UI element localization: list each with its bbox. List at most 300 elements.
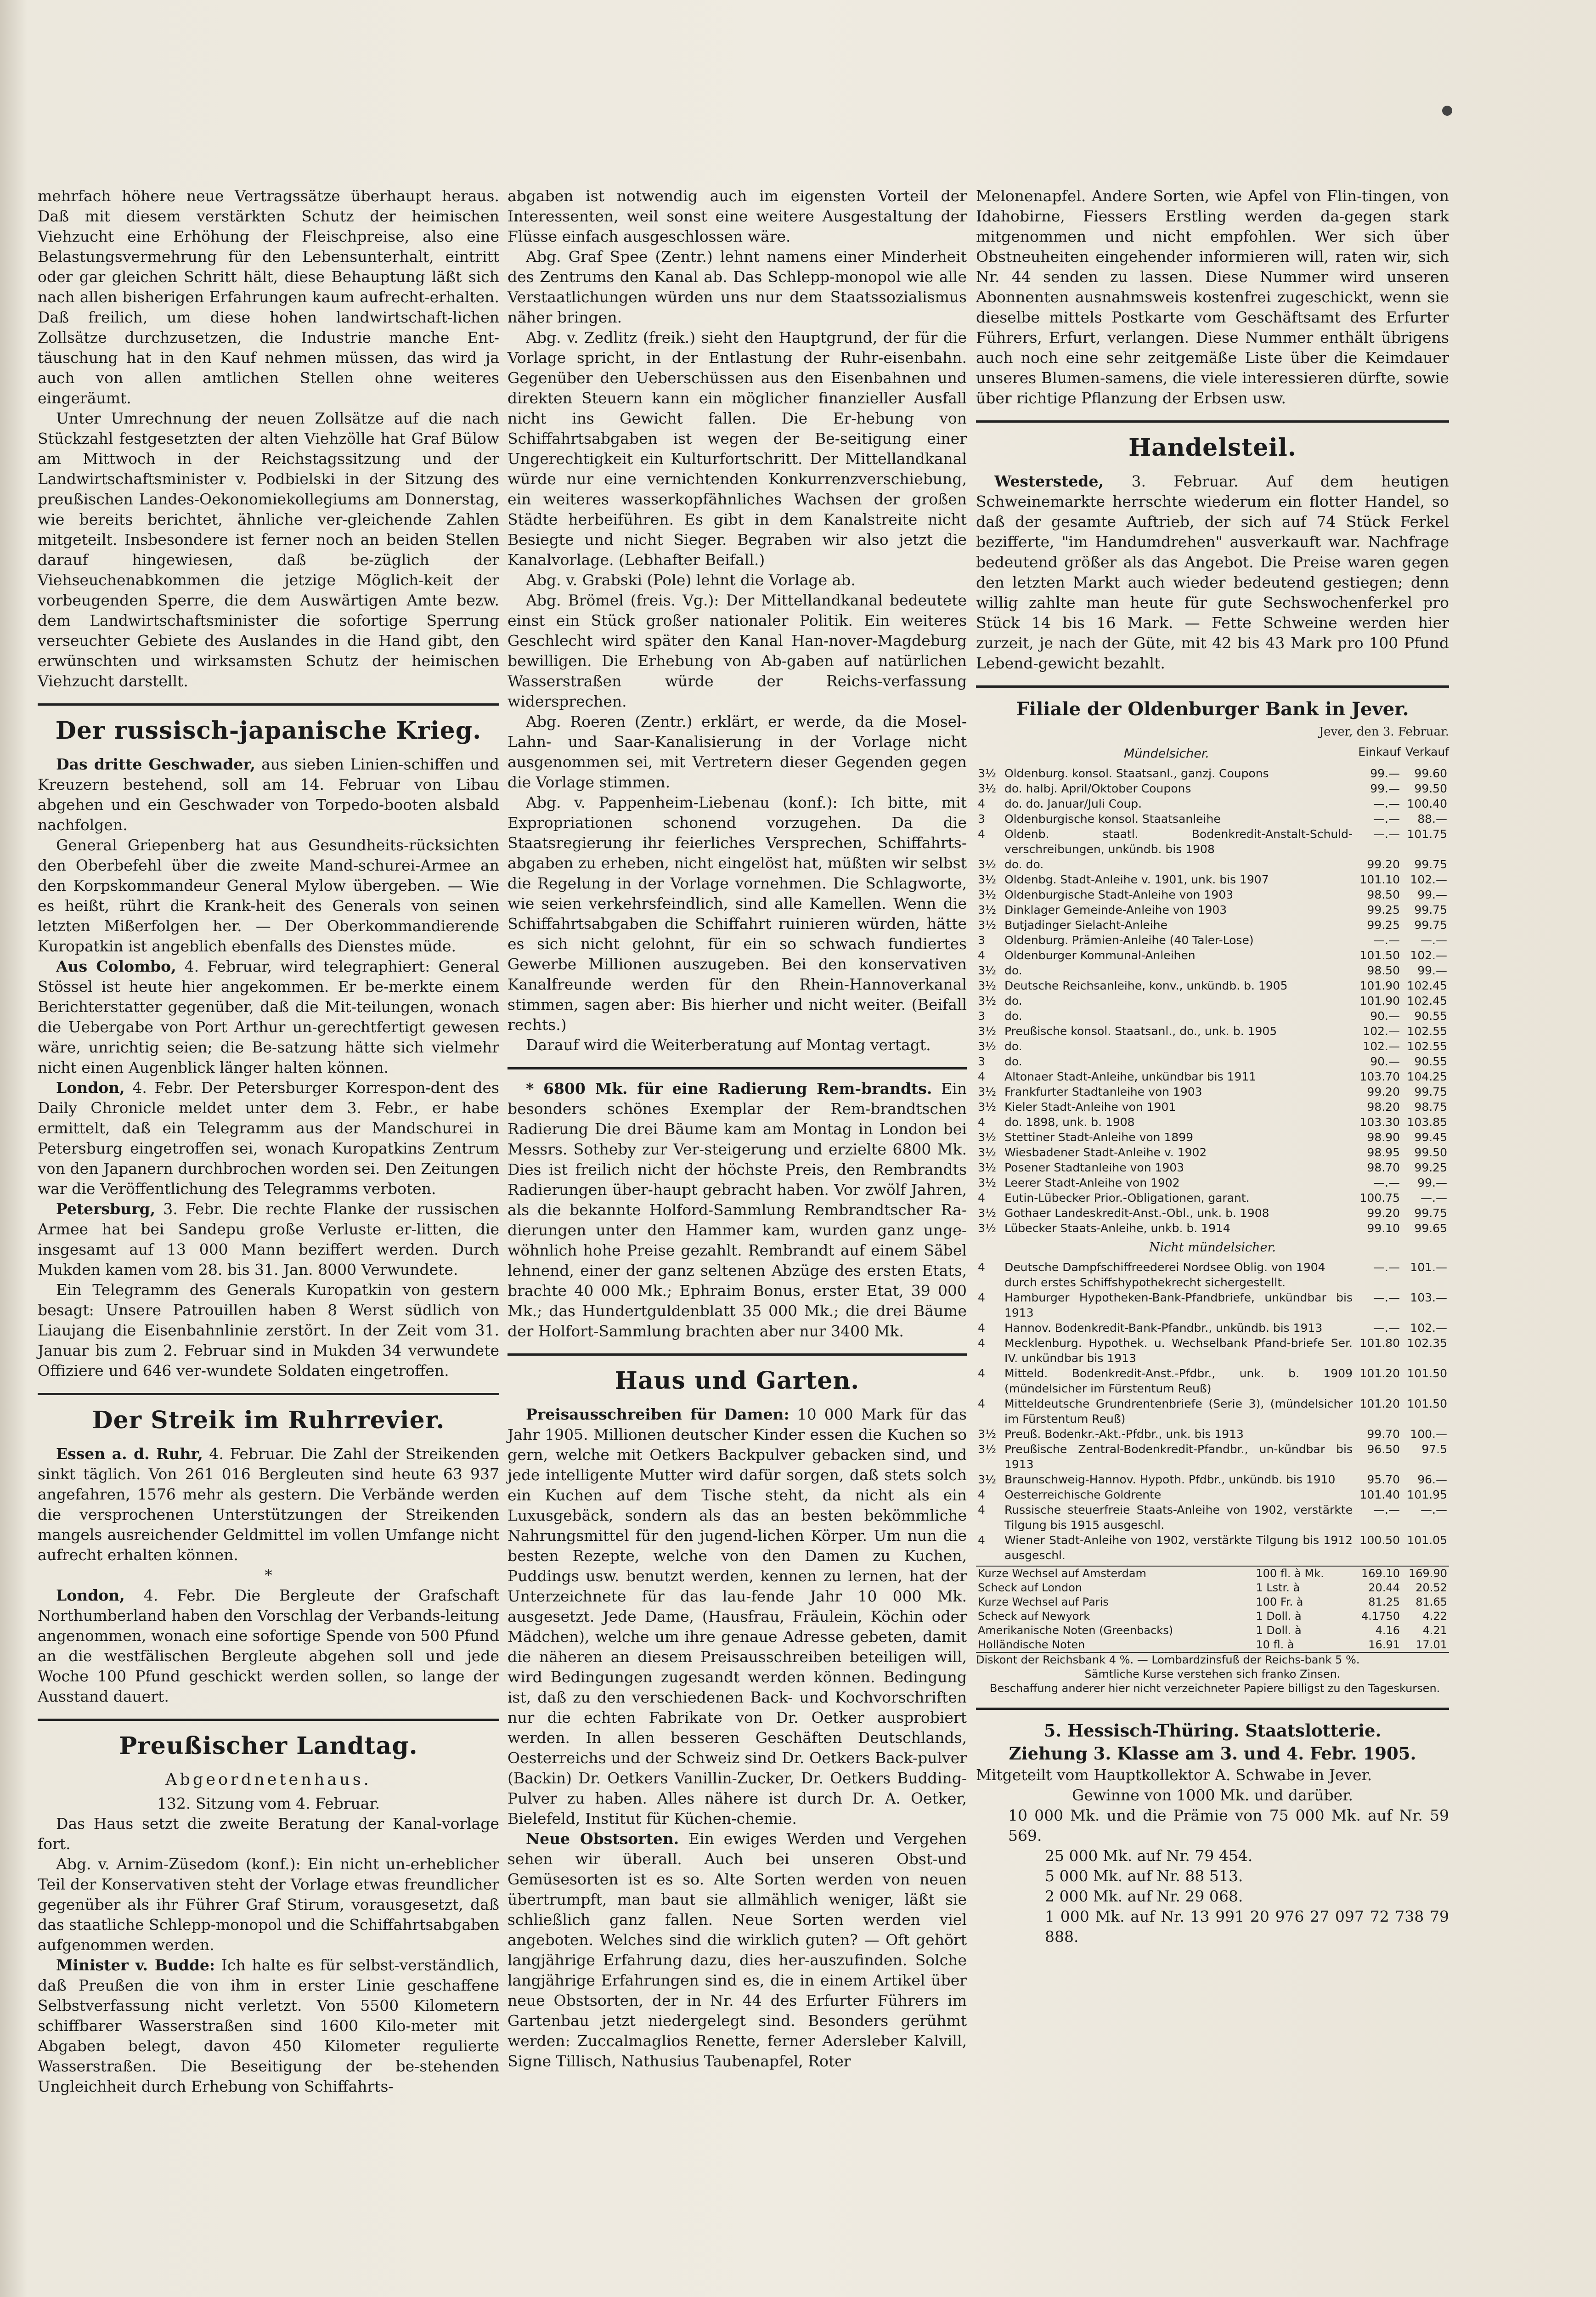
kurs-verkauf: 99.25 <box>1414 1161 1447 1174</box>
kurs-title: Deutsche Reichsanleihe, konv., unkündb. b. 1905 <box>1004 979 1288 992</box>
kurs-einkauf: 101.40 <box>1359 1488 1400 1501</box>
kurs-verkauf: 102.35 <box>1407 1336 1447 1350</box>
kurs-einkauf: 99.25 <box>1367 918 1400 932</box>
text: 4. Februar, wird telegraphiert: General Stössel ist heute hier angekommen. Er be-merkte einem Berichterstatter gegenüber, daß die Mit-teilungen, wonach die Uebergabe von Port Arthur un-gerechtfertigt gewesen wäre, unrichtig seien; die Be-satzung hätte sich vielmehr nicht einen Augenblick länger halten können. <box>38 957 499 1076</box>
kurs-rate: 3 <box>978 1055 985 1068</box>
landtag-vertagt: Darauf wird die Weiterberatung auf Montag vertagt. <box>526 1036 931 1054</box>
heading-handelsteil: Handelsteil. <box>1128 434 1297 462</box>
landtag-cont: abgaben ist notwendig auch im eigensten Vorteil der Interessenten, weil sonst eine weitere Ausgestaltung der Flüsse einfach ausgeschlossen wäre. <box>508 187 967 245</box>
kurs-row <box>976 826 1449 857</box>
kurs-verkauf: 99.65 <box>1414 1222 1447 1235</box>
kurs-table-muendelsicher <box>976 766 1449 1236</box>
wechsel-table <box>976 1566 1449 1653</box>
kurs-einkauf: —.— <box>1373 797 1400 810</box>
kurs-rate: 4 <box>978 1503 985 1516</box>
kurs-title: do. <box>1004 964 1022 977</box>
kurs-rate: 3½ <box>978 979 997 992</box>
kurs-verkauf: 99.50 <box>1414 782 1447 795</box>
lead: London, <box>56 1586 125 1604</box>
kurs-rate: 3½ <box>978 964 997 977</box>
kurs-row <box>976 1275 1449 1290</box>
wechsel-title: Kurze Wechsel auf Amsterdam <box>978 1567 1146 1580</box>
kurs-rate: 4 <box>978 1115 985 1129</box>
kurs-rate: 3½ <box>978 1222 997 1235</box>
kurs-verkauf: 101.05 <box>1407 1533 1447 1547</box>
lotterie-ziehung: Ziehung 3. Klasse am 3. und 4. Febr. 1905. <box>1009 1743 1416 1764</box>
kurs-rate: 3½ <box>978 1443 997 1456</box>
kurs-row <box>976 1487 1449 1502</box>
divider <box>38 1719 499 1721</box>
kurs-title: do. <box>1004 1009 1022 1023</box>
kurs-verkauf: 102.55 <box>1407 1024 1447 1038</box>
kurs-rate: 4 <box>978 1336 985 1350</box>
kurs-einkauf: 99.— <box>1370 767 1400 780</box>
lotterie-item: 10 000 Mk. und die Prämie von 75 000 Mk. auf Nr. 59 569. <box>1008 1806 1449 1844</box>
kurs-verkauf: 102.45 <box>1407 994 1447 1007</box>
kurs-einkauf: 98.70 <box>1367 1161 1400 1174</box>
kurs-einkauf: —.— <box>1373 1176 1400 1189</box>
wechsel-verkauf: 4.21 <box>1422 1624 1447 1637</box>
kurs-title: Oldenburgische Stadt-Anleihe von 1903 <box>1004 888 1234 901</box>
kurs-einkauf: —.— <box>1373 1503 1400 1516</box>
wechsel-row <box>976 1638 1449 1652</box>
lead: Das dritte Geschwader, <box>56 755 255 773</box>
krieg-telegramm: Ein Telegramm des Generals Kuropatkin von gestern besagt: Unsere Patrouillen haben 8 Werst südlich von Liaujang die Eisenbahnlinie zerstört. In der Zeit vom 31. Januar bis zum 2. Februar sind in Mukden 34 verwundete Offiziere und 646 ver-wundete Soldaten eingetroffen. <box>38 1281 499 1380</box>
lotterie-block <box>976 1719 1449 1947</box>
kurs-einkauf: 99.20 <box>1367 858 1400 871</box>
kurs-title: Preuß. Bodenkr.-Akt.-Pfdbr., unk. bis 1913 <box>1004 1427 1244 1441</box>
wechsel-einkauf: 4.1750 <box>1361 1610 1400 1623</box>
kurs-row <box>976 917 1449 933</box>
lead: Aus Colombo, <box>56 957 176 975</box>
divider <box>976 420 1449 423</box>
kurs-title: Oldenburg. Prämien-Anleihe (40 Taler-Lose) <box>1004 934 1254 947</box>
kurs-einkauf: 98.50 <box>1367 888 1400 901</box>
wechsel-row <box>976 1566 1449 1581</box>
kurs-rate: 3½ <box>978 1024 997 1038</box>
kurs-row <box>976 887 1449 902</box>
kurs-title: Mitteld. Bodenkredit-Anst.-Pfdbr., unk. b. 1909 (mündelsicher im Fürstentum Reuß) <box>1004 1367 1353 1395</box>
kurs-einkauf: 101.80 <box>1359 1336 1400 1350</box>
kurs-title: Posener Stadtanleihe von 1903 <box>1004 1161 1184 1174</box>
paragraph-zoll-umrechnung: Unter Umrechnung der neuen Zollsätze auf die nach Stückzahl festgesetzten der alten Viehzölle hat Graf Bülow am Mittwoch in der Reichstagssitzung und der Landwirtschaftsminister v. Podbielski in der Sitzung des preußischen Landes-Oekonomiekollegiums am Donnerstag, wie bereits berichtet, ähnliche ver-gleichende Zahlen mitgeteilt. Insbesondere ist ferner noch an beiden Stellen darauf hingewiesen, daß be-züglich der Viehseuchenabkommen die jetzige Möglich-keit der vorbeugenden Sperre, die dem Auswärtigen Amte bezw. dem Landwirtschaftsminister die sofortige Sperrung verseuchter Gebiete des Auslandes in die Hand gibt, den erwünschten und wirksamsten Schutz der heimischen Viehzucht darstellt. <box>38 409 499 690</box>
divider <box>976 685 1449 688</box>
kurs-row <box>976 796 1449 811</box>
kurs-verkauf: 102.— <box>1410 1321 1447 1335</box>
kurs-verkauf: 101.75 <box>1407 827 1447 841</box>
lotterie-item: 25 000 Mk. auf Nr. 79 454. <box>1045 1847 1253 1865</box>
kurs-title: Kieler Stadt-Anleihe von 1901 <box>1004 1100 1176 1114</box>
wechsel-verkauf: 17.01 <box>1416 1638 1447 1651</box>
kurs-row <box>976 766 1449 781</box>
lead: Preisausschreiben für Damen: <box>526 1405 790 1423</box>
text: 4. Febr. Die Bergleute der Grafschaft Northumberland haben den Vorschlag der Verbands-leitung angenommen, wonach eine sofortige Spende von 500 Pfund an die westfälischen Bergleute abgehen soll und jede Woche 100 Pfund geschickt werden sollen, so lange der Ausstand dauert. <box>38 1586 499 1705</box>
wechsel-row <box>976 1581 1449 1595</box>
wechsel-title: Kurze Wechsel auf Paris <box>978 1595 1109 1608</box>
kurs-row <box>976 1205 1449 1221</box>
wechsel-title: Scheck auf London <box>978 1581 1083 1594</box>
streik-essen <box>38 1444 499 1565</box>
kurs-rate: 4 <box>978 1488 985 1501</box>
kurs-rate: 3½ <box>978 1085 997 1098</box>
wechsel-unit: 1 Doll. à <box>1256 1624 1302 1637</box>
kurs-title: Oldenburger Kommunal-Anleihen <box>1004 949 1196 962</box>
kurs-row <box>976 857 1449 872</box>
preisausschreiben <box>508 1404 967 1829</box>
section-nicht-muendelsicher: Nicht mündelsicher. <box>1149 1240 1276 1255</box>
kurs-rate: 3½ <box>978 1176 997 1189</box>
kurs-einkauf: 101.20 <box>1359 1367 1400 1380</box>
kurs-verkauf: 99.— <box>1417 964 1447 977</box>
kurs-title: Oldenb. staatl. Bodenkredit-Anstalt-Schuld-verschreibungen, unkündb. bis 1908 <box>1004 827 1353 856</box>
kurs-rate: 3½ <box>978 767 997 780</box>
kurs-verkauf: 99.75 <box>1414 918 1447 932</box>
kurs-row <box>976 1190 1449 1205</box>
kurs-verkauf: 102.45 <box>1407 979 1447 992</box>
lead: Essen a. d. Ruhr, <box>56 1445 203 1463</box>
kurs-rate: 4 <box>978 1261 985 1274</box>
kurs-rate <box>976 1275 1003 1290</box>
kurs-title: do. 1898, unk. b. 1908 <box>1004 1115 1135 1129</box>
kurs-note: Sämtliche Kurse verstehen sich franko Zinsen. <box>1084 1668 1341 1680</box>
lead: * 6800 Mk. für eine Radierung Rem-brandts. <box>526 1080 932 1098</box>
krieg-griepenberg: General Griepenberg hat aus Gesundheits-rücksichten den Oberbefehl über die zweite Mand-schurei-Armee an den Korpskommandeur General Mylow übergeben. — Wie es heißt, rührt die Krank-heit des Generals von seinen letzten Mißerfolgen her. — Der Oberkommandierende Kuropatkin ist angeblich ebenfalls des Dienstes müde. <box>38 836 499 955</box>
kurs-header <box>976 742 1449 766</box>
kurs-rate: 3½ <box>978 918 997 932</box>
kurs-row <box>976 1320 1449 1335</box>
kurs-row <box>976 1426 1449 1442</box>
wechsel-unit: 10 fl. à <box>1256 1638 1294 1651</box>
kurs-einkauf: 99.20 <box>1367 1206 1400 1220</box>
kurs-einkauf: 101.10 <box>1359 873 1400 886</box>
obstsorten <box>508 1829 967 2071</box>
kurs-row <box>976 1115 1449 1130</box>
kurs-verkauf: 90.55 <box>1414 1009 1447 1023</box>
kurs-verkauf: 99.45 <box>1414 1131 1447 1144</box>
wechsel-unit: 1 Doll. à <box>1256 1610 1302 1623</box>
kurs-rate: 3½ <box>978 903 997 917</box>
kurs-row <box>976 1024 1449 1039</box>
kurs-title: Oldenburg. konsol. Staatsanl., ganzj. Coupons <box>1004 767 1269 780</box>
text: 3. Febr. Die rechte Flanke der russischen Armee hat bei Sandepu große Verluste er-litten, die insgesamt auf 13 000 Mann beziffert werden. Durch Mukden kamen vom 28. bis 31. Jan. 8000 Verwundete. <box>38 1200 499 1279</box>
kurs-title: do. do. <box>1004 858 1044 871</box>
lead: Petersburg, <box>56 1200 156 1218</box>
kurs-row <box>976 963 1449 978</box>
kurs-row <box>976 902 1449 917</box>
wechsel-einkauf: 81.25 <box>1368 1595 1400 1608</box>
kurs-rate: 3½ <box>978 1427 997 1441</box>
kurs-verkauf: 98.75 <box>1414 1100 1447 1114</box>
diskont: Diskont der Reichsbank 4 %. — Lombardzinsfuß der Reichs-bank 5 %. <box>976 1653 1360 1666</box>
kurs-einkauf: 99.10 <box>1367 1222 1400 1235</box>
kurs-verkauf: 99.75 <box>1414 903 1447 917</box>
kurs-rate: 3½ <box>978 1100 997 1114</box>
wechsel-verkauf: 4.22 <box>1422 1610 1447 1623</box>
kurs-title: Stettiner Stadt-Anleihe von 1899 <box>1004 1131 1194 1144</box>
landtag-zedlitz: Abg. v. Zedlitz (freik.) sieht den Hauptgrund, der für die Vorlage spricht, in der Entlastung der Ruhr-eisenbahn. Gegenüber den Ueberschüssen aus den Eisenbahnen und direkten Steuern kann ein möglicher finanzieller Ausfall nicht ins Gewicht fallen. Die Er-hebung von Schiffahrtsabgaben ist wegen der Be-seitigung einer Ungerechtigkeit ein Kulturfortschritt. Der Mittellandkanal würde nur eine vernichtenden Konkurrenzverschiebung, ein weiteres wasserkopfähnliches Wachsen der großen Städte herbeiführen. Es gibt in dem Kanalstreite nicht Besiegte und nicht Sieger. Begraben wir also jetzt die Kanalvorlage. (Lebhafter Beifall.) <box>508 328 967 569</box>
kurs-row <box>976 1130 1449 1145</box>
lotterie-gewinne: Gewinne von 1000 Mk. und darüber. <box>1072 1786 1353 1804</box>
kurs-einkauf: 96.50 <box>1367 1443 1400 1456</box>
text: Ein ewiges Werden und Vergehen sehen wir überall. Auch bei unseren Obst-und Gemüsesorten ist es so. Alte Sorten werden von neuen übertrumpft, man baut sie allmählich weniger, läßt sie schließlich ganz fallen. Neue Sorten werden viel angeboten. Welches sind die wirklich guten? — Oft gehört langjährige Erfahrung dazu, dies her-auszufinden. Solche langjährige Erfahrungen sind es, die in einem Artikel über neue Obstsorten, der in Nr. 44 des Erfurter Führers im Gartenbau jetzt niedergelegt sind. Besonders gerühmt werden: Zuccalmaglios Renette, ferner Adersleber Kalvill, Signe Tillisch, Nathusius Taubenapfel, Roter <box>508 1830 967 2070</box>
text: 4. Februar. Die Zahl der Streikenden sinkt täglich. Von 261 016 Bergleuten sind heute 63 937 angefahren, 1576 mehr als gestern. Die Verbände werden die versprochenen Unterstützungen der Streikenden mangels ausreichender Geldmittel im vollen Umfange nicht aufrecht erhalten können. <box>38 1445 499 1564</box>
wechsel-verkauf: 81.65 <box>1416 1595 1447 1608</box>
column-2 <box>508 186 967 2071</box>
kurs-title: Dinklager Gemeinde-Anleihe von 1903 <box>1004 903 1227 917</box>
kurs-einkauf: 98.50 <box>1367 964 1400 977</box>
lotterie-title: 5. Hessisch-Thüring. Staatslotterie. <box>1043 1720 1382 1741</box>
kurs-row <box>976 1069 1449 1084</box>
kurs-title: do. do. Januar/Juli Coup. <box>1004 797 1142 810</box>
kurs-row <box>976 1008 1449 1024</box>
kurs-einkauf: 100.75 <box>1359 1191 1400 1205</box>
kurs-rate: 3½ <box>978 1040 997 1053</box>
kurs-verkauf: 99.60 <box>1414 767 1447 780</box>
rembrandt-article <box>508 1079 967 1341</box>
kurs-einkauf: 98.90 <box>1367 1131 1400 1144</box>
kurs-row <box>976 1533 1449 1563</box>
kurs-einkauf: —.— <box>1373 1261 1400 1274</box>
kurs-title: Butjadinger Sielacht-Anleihe <box>1004 918 1167 932</box>
divider <box>508 1353 967 1356</box>
kurs-row <box>976 978 1449 993</box>
kurs-title: Lübecker Staats-Anleihe, unkb. b. 1914 <box>1004 1222 1230 1235</box>
kurs-verkauf: 102.55 <box>1407 1040 1447 1053</box>
kurs-verkauf: 100.40 <box>1407 797 1447 810</box>
wechsel-row <box>976 1595 1449 1609</box>
divider <box>38 1393 499 1395</box>
krieg-geschwader <box>38 754 499 835</box>
kurs-verkauf: 96.— <box>1417 1473 1447 1486</box>
wechsel-row <box>976 1609 1449 1624</box>
kurs-einkauf: —.— <box>1373 827 1400 841</box>
kurs-row <box>976 872 1449 887</box>
kurs-verkauf: 103.85 <box>1407 1115 1447 1129</box>
divider <box>508 1067 967 1069</box>
lotterie-item: 1 000 Mk. auf Nr. 13 991 20 976 27 097 72 738 79 888. <box>1045 1907 1449 1946</box>
kurs-row <box>976 948 1449 963</box>
kurs-rate: 3½ <box>978 1146 997 1159</box>
kurs-row <box>976 1290 1449 1320</box>
kurs-table-nicht-muendelsicher <box>976 1260 1449 1563</box>
divider <box>38 703 499 706</box>
kurs-verkauf: 103.— <box>1410 1291 1447 1304</box>
kurs-row <box>976 1366 1449 1396</box>
kurs-rate: 3½ <box>978 873 997 886</box>
kurs-row <box>976 1099 1449 1115</box>
krieg-london <box>38 1078 499 1199</box>
landtag-roeren: Abg. Roeren (Zentr.) erklärt, er werde, da die Mosel-Lahn- und Saar-Kanalisierung in der Vorlage nicht ausgenommen sei, mit Vertretern dieser Gegenden gegen die Vorlage stimmen. <box>508 713 967 791</box>
kurs-title: Hamburger Hypotheken-Bank-Pfandbriefe, unkündbar bis 1913 <box>1004 1291 1353 1319</box>
kurs-rate: 3½ <box>978 1206 997 1220</box>
kurs-einkauf: —.— <box>1373 1291 1400 1304</box>
landtag-p2: Abg. v. Arnim-Züsedom (konf.): Ein nicht un-erheblicher Teil der Konservativen steht der Vorlage etwas freundlicher gegenüber als ihr Führer Graf Stirum, vorausgesetzt, daß das staatliche Schlepp-monopol und die Schiffahrtsabgaben aufgenommen werden. <box>38 1855 499 1954</box>
kurs-rate: 3 <box>978 934 985 947</box>
kurs-einkauf: 99.— <box>1370 782 1400 795</box>
wechsel-einkauf: 16.91 <box>1368 1638 1400 1651</box>
lead: London, <box>56 1079 125 1097</box>
kurs-einkauf: 98.20 <box>1367 1100 1400 1114</box>
kurs-title: Russische steuerfreie Staats-Anleihe von 1902, verstärkte Tilgung bis 1915 ausgeschl. <box>1004 1503 1353 1532</box>
kurs-title: Altonaer Stadt-Anleihe, unkündbar bis 1911 <box>1004 1070 1257 1083</box>
header-einkauf: Einkauf <box>1358 745 1401 758</box>
kurs-title: Braunschweig-Hannov. Hypoth. Pfdbr., unkündb. bis 1910 <box>1004 1473 1336 1486</box>
kurs-verkauf: 99.75 <box>1414 1085 1447 1098</box>
text: aus sieben Linien-schiffen und Kreuzern bestehend, soll am 14. Februar von Libau abgehen und ein Geschwader von Torpedo-booten alsbald nachfolgen. <box>38 755 499 834</box>
kurs-einkauf: 100.50 <box>1359 1533 1400 1547</box>
text: 3. Februar. Auf dem heutigen Schweinemarkte herrschte wiederum ein flotter Handel, so daß der gesamte Auftrieb, der sich auf 74 Stück Ferkel bezifferte, "im Handumdrehen" ausverkauft war. Nachfrage bedeutend größer als das Angebot. Die Preise waren gegen den letzten Markt auch wieder bedeutend gestiegen; denn willig zahlte man heute für gute Sechswochenferkel pro Stück 14 bis 16 Mark. — Fette Schweine werden hier zurzeit, je nach der Güte, mit 42 bis 43 Mark pro 100 Pfund Lebend-gewicht bezahlt. <box>976 472 1449 672</box>
wechsel-unit: 100 Fr. à <box>1256 1595 1303 1608</box>
kurs-title: Leerer Stadt-Anleihe von 1902 <box>1004 1176 1180 1189</box>
kurs-rate: 4 <box>978 1070 985 1083</box>
kurs-einkauf: 95.70 <box>1367 1473 1400 1486</box>
asterisk-separator: * <box>265 1566 272 1584</box>
kurs-rate: 4 <box>978 1533 985 1547</box>
kurs-verkauf: 99.— <box>1417 1176 1447 1189</box>
wechsel-unit: 100 fl. à Mk. <box>1256 1567 1324 1580</box>
heading-haus-garten: Haus und Garten. <box>615 1367 860 1395</box>
kurs-verkauf: 99.75 <box>1414 858 1447 871</box>
wechsel-einkauf: 20.44 <box>1368 1581 1400 1594</box>
kurs-rate: 4 <box>978 949 985 962</box>
lotterie-mitgeteilt: Mitgeteilt vom Hauptkollektor A. Schwabe in Jever. <box>976 1766 1372 1784</box>
lotterie-item: 2 000 Mk. auf Nr. 29 068. <box>1045 1887 1243 1905</box>
kurs-verkauf: 101.— <box>1410 1261 1447 1274</box>
kurs-verkauf: 101.95 <box>1407 1488 1447 1501</box>
kurs-title: Mecklenburg. Hypothek. u. Wechselbank Pfand-briefe Ser. IV. unkündbar bis 1913 <box>1004 1336 1353 1365</box>
streik-london <box>38 1585 499 1707</box>
kurs-einkauf: 98.95 <box>1367 1146 1400 1159</box>
kurs-row <box>976 1039 1449 1054</box>
kurs-title: do. <box>1004 1040 1022 1053</box>
kurs-einkauf: 90.— <box>1370 1055 1400 1068</box>
kurs-rate: 4 <box>978 797 985 810</box>
westerstede-markt <box>976 471 1449 673</box>
kurs-title: Preußische Zentral-Bodenkredit-Pfandbr., un-kündbar bis 1913 <box>1004 1443 1353 1471</box>
subheading-abgeordnetenhaus: Abgeordnetenhaus. <box>165 1771 372 1789</box>
kurs-rate: 3½ <box>978 1161 997 1174</box>
landtag-pappenheim: Abg. v. Pappenheim-Liebenau (konf.): Ich bitte, mit Expropriationen schonend vorzugehen. Da die Staatsregierung ihr feierliches Versprechen, Schiffahrts-abgaben zu erheben, nicht eingelöst hat, müßten wir selbst die Regelung in der Vorlage vornehmen. Die Schlagworte, wie seien verkehrsfeindlich, sind alle Kamellen. Wenn die Schiffahrtsabgaben die Schiffahrt ruinieren würden, hätte es sich nicht gelohnt, für ein so schwach fundiertes Gewerbe Millionen auszugeben. Bei den konservativen Kanalfreunde werden für den Rhein-Hannoverkanal stimmen, sagen aber: Bis hierher und nicht weiter. (Beifall rechts.) <box>508 793 967 1034</box>
kurs-title: do. <box>1004 1055 1022 1068</box>
kurs-rate: 4 <box>978 1367 985 1380</box>
kurs-row <box>976 1442 1449 1472</box>
kurs-rate: 3½ <box>978 858 997 871</box>
column-3 <box>976 186 1449 1947</box>
kurs-verkauf: 88.— <box>1417 812 1447 826</box>
kurs-verkauf: 102.— <box>1410 949 1447 962</box>
wechsel-verkauf: 169.90 <box>1409 1567 1447 1580</box>
krieg-petersburg <box>38 1199 499 1280</box>
landtag-broemel: Abg. Brömel (freis. Vg.): Der Mittellandkanal bedeutete einst ein Stück großer nationaler Politik. Ein weiteres Geschlecht wird später den Kanal Han-nover-Magdeburg bewilligen. Die Erhebung von Ab-gaben auf natürlichen Wasserstraßen würde der Reichs-verfassung widersprechen. <box>508 591 967 710</box>
header-verkauf: Verkauf <box>1405 745 1449 758</box>
landtag-grabski: Abg. v. Grabski (Pole) lehnt die Vorlage ab. <box>526 571 856 589</box>
kurs-title: Preußische konsol. Staatsanl., do., unk. b. 1905 <box>1004 1024 1277 1038</box>
kurs-rate: 3 <box>978 812 985 826</box>
lead: Neue Obstsorten. <box>526 1830 679 1848</box>
kurs-title: do. halbj. April/Oktober Coupons <box>1004 782 1191 795</box>
kurs-title: Gothaer Landeskredit-Anst.-Obl., unk. b. 1908 <box>1004 1206 1269 1220</box>
kurs-einkauf <box>1354 1275 1402 1290</box>
kurs-title: do. <box>1004 994 1022 1007</box>
divider <box>976 1708 1449 1710</box>
kurs-einkauf: 102.— <box>1363 1040 1400 1053</box>
kurs-einkauf: 99.70 <box>1367 1427 1400 1441</box>
kurs-title: Wiener Stadt-Anleihe von 1902, verstärkte Tilgung bis 1912 ausgeschl. <box>1004 1533 1353 1562</box>
kurs-rate: 3½ <box>978 1473 997 1486</box>
kurs-verkauf: 104.25 <box>1407 1070 1447 1083</box>
text: Ein besonders schönes Exemplar der Rem-brandtschen Radierung Die drei Bäume kam am Montag in London bei Messrs. Sotheby zur Ver-steigerung und erzielte 6800 Mk. Dies ist freilich nicht der höchste Preis, den Rembrandts Radierungen über-haupt gebracht haben. Vor zwölf Jahren, als die bekannte Holford-Sammlung Rembrandtscher Ra-dierungen unter den Hammer kam, wurden ganz unge-wöhnlich hohe Preise gezahlt. Rembrandt auf einem Säbel lehnend, einer der ganz seltenen Abzüge des ersten Etats, brachte 40 000 Mk.; Ephraim Bonus, erster Etat, 39 000 Mk.; das Hundertguldenblatt 35 000 Mk.; die drei Bäume der Holfort-Sammlung brachten aber nur 3400 Mk. <box>508 1080 967 1340</box>
kurs-verkauf: 90.55 <box>1414 1055 1447 1068</box>
landtag-budde <box>38 1955 499 2097</box>
kurs-row <box>976 811 1449 826</box>
text: 10 000 Mark für das Jahr 1905. Millionen deutscher Kinder essen die Kuchen so gern, welche mit Oetkers Backpulver gebacken sind, und jede intelligente Mutter wird dafür sorgen, daß stets solch ein Kuchen auf dem Tische steht, da nicht als ein Luxusgebäck, sondern als das an besten bekömmliche Nahrungsmittel für den jugend-lichen Körper. Um nun die besten Rezepte, welche von den Damen zu Kuchen, Puddings usw. benutzt werden, kennen zu lernen, hat der Unterzeichnete für das lau-fende Jahr 10 000 Mk. ausgesetzt. Jede Dame, (Hausfrau, Fräulein, Köchin oder Mädchen), welche um ihre genaue Adresse gebeten, damit die näheren an diesem Preisausschreiben beteiligen will, wird Bedingungen zugesandt werden können. Bedingung ist, daß zu den verschiedenen Back- und Kochvorschriften nur die echten Fabrikate von Dr. Oetker ausprobiert werden. In allen besseren Geschäften Deutschlands, Oesterreichs und der Schweiz sind Dr. Oetkers Back-pulver (Backin) Dr. Oetkers Vanillin-Zucker, Dr. Oetkers Budding-Pulver zu haben. Alles nähere ist durch Dr. A. Oetker, Bielefeld, Institut für Küchen-chemie. <box>508 1405 967 1827</box>
kurs-row <box>976 781 1449 796</box>
kurs-row <box>976 933 1449 948</box>
kurs-row <box>976 1175 1449 1190</box>
kurs-verkauf: 100.— <box>1410 1427 1447 1441</box>
kurs-title: Deutsche Dampfschiffreederei Nordsee Oblig. von 1904 <box>1004 1261 1325 1274</box>
kurs-einkauf: 103.30 <box>1359 1115 1400 1129</box>
kurs-row <box>976 993 1449 1008</box>
kurs-row <box>976 1396 1449 1426</box>
wechsel-title: Scheck auf Newyork <box>978 1610 1090 1623</box>
kurs-title: Oldenbg. Stadt-Anleihe v. 1901, unk. bis 1907 <box>1004 873 1269 886</box>
kurs-title: Eutin-Lübecker Prior.-Obligationen, garant. <box>1004 1191 1250 1205</box>
kurs-einkauf: 103.70 <box>1359 1070 1400 1083</box>
kurs-row <box>976 1472 1449 1487</box>
lead: Minister v. Budde: <box>56 1956 215 1974</box>
kurs-verkauf: —.— <box>1421 934 1447 947</box>
kurs-rate: 4 <box>978 1397 985 1410</box>
obstsorten-cont: Melonenapfel. Andere Sorten, wie Apfel von Flin-tingen, von Idahobirne, Fiessers Erstling werden da-gegen stark mitgenommen und nicht empfohlen. Wer sich über Obstneuheiten eingehender informieren will, raten wir, sich Nr. 44 senden zu lassen. Diese Nummer wird unseren Abonnenten ausnahmsweis kostenfrei zugeschickt, wenn sie dieselbe mittels Postkarte vom Geschäftsamt des Erfurter Führers, Erfurt, verlangen. Diese Nummer enthält übrigens auch noch eine sehr zeitgemäße Liste über die Keimdauer unseres Blumen-samens, die viele interessieren dürfte, sowie über richtige Pflanzung der Erbsen usw. <box>976 187 1449 407</box>
kurs-rate: 3½ <box>978 888 997 901</box>
wechsel-title: Amerikanische Noten (Greenbacks) <box>978 1624 1173 1637</box>
kurs-row <box>976 1145 1449 1160</box>
kurs-title: Frankfurter Stadtanleihe von 1903 <box>1004 1085 1202 1098</box>
bank-date: Jever, den 3. Februar. <box>1319 725 1449 739</box>
kurs-title: Hannov. Bodenkredit-Bank-Pfandbr., unkündb. bis 1913 <box>1004 1321 1323 1335</box>
krieg-colombo <box>38 956 499 1078</box>
kurs-rate: 4 <box>978 1291 985 1304</box>
lotterie-item: 5 000 Mk. auf Nr. 88 513. <box>1045 1867 1243 1885</box>
wechsel-einkauf: 169.10 <box>1361 1567 1400 1580</box>
kurs-rate: 3½ <box>978 1131 997 1144</box>
kurs-rate: 4 <box>978 1191 985 1205</box>
kurs-verkauf: —.— <box>1421 1503 1447 1516</box>
wechsel-row <box>976 1624 1449 1638</box>
kurs-einkauf: 101.90 <box>1359 994 1400 1007</box>
kurs-row <box>976 1084 1449 1099</box>
kurs-row <box>976 1260 1449 1275</box>
heading-streik: Der Streik im Ruhrrevier. <box>92 1406 445 1434</box>
kurs-row <box>976 1054 1449 1069</box>
lead: Westerstede, <box>994 472 1104 490</box>
kurs-einkauf: —.— <box>1373 812 1400 826</box>
kurs-verkauf: 99.50 <box>1414 1146 1447 1159</box>
kurs-rate: 3½ <box>978 782 997 795</box>
kurs-title: durch erstes Schiffshypothekrecht sichergestellt. <box>1004 1276 1286 1289</box>
kurs-row <box>976 1221 1449 1236</box>
heading-landtag: Preußischer Landtag. <box>119 1732 418 1760</box>
kurs-einkauf: 101.20 <box>1359 1397 1400 1410</box>
kurs-title: Oldenburgische konsol. Staatsanleihe <box>1004 812 1221 826</box>
kurs-row <box>976 1502 1449 1533</box>
kurs-rate: 3½ <box>978 994 997 1007</box>
paragraph-zoll-intro: mehrfach höhere neue Vertragssätze überhaupt heraus. Daß mit diesem verstärkten Schutz der heimischen Viehzucht eine Erhöhung der Fleischpreise, also eine Belastungsvermehrung für den Lebensunterhalt, eintritt oder gar gleichen Schritt hält, diese Behauptung läßt sich nach allen bisherigen Erfahrungen kaum aufrecht-erhalten. Daß freilich, um diese hohen landwirtschaft-lichen Zollsätze durchzusetzen, die Industrie manche Ent-täuschung hat in den Kauf nehmen müssen, das wird ja auch von allen amtlichen Stellen ohne weiteres eingeräumt. <box>38 187 499 407</box>
kurs-einkauf: 101.90 <box>1359 979 1400 992</box>
beschaffung: Beschaffung anderer hier nicht verzeichneter Papiere billigst zu den Tageskursen. <box>990 1682 1440 1695</box>
bank-title: Filiale der Oldenburger Bank in Jever. <box>1016 698 1409 720</box>
